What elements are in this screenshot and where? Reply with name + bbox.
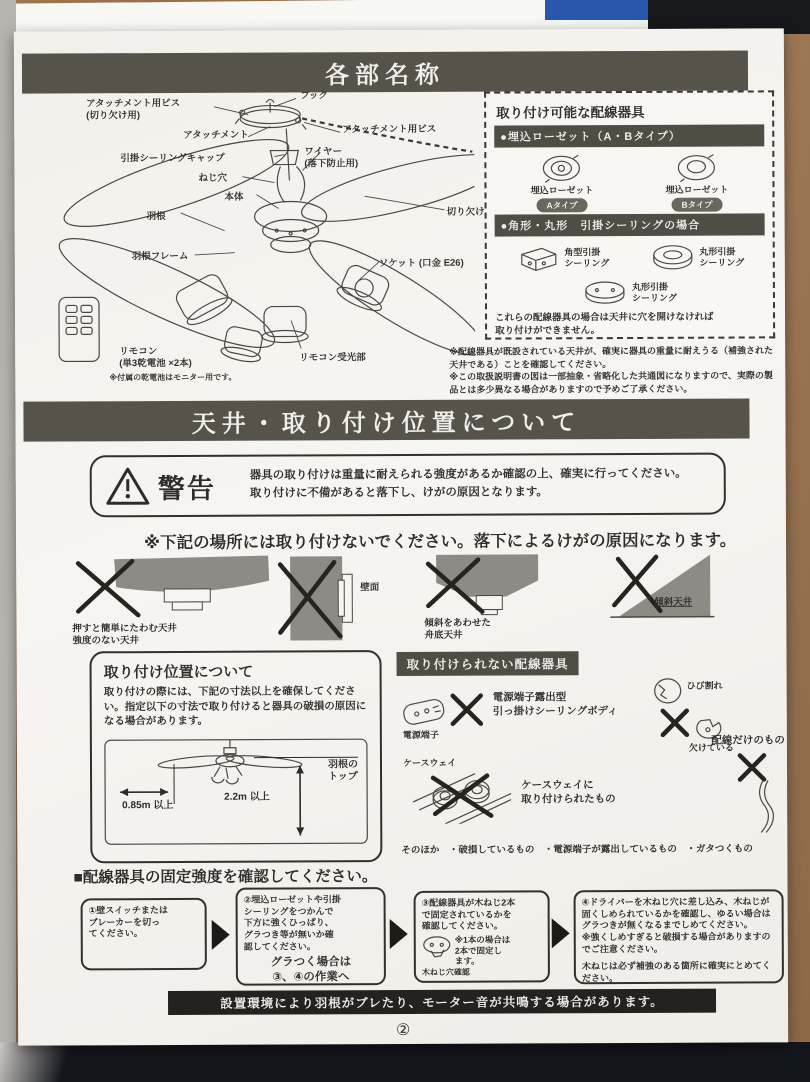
part-label-attachment-screw-notch: アタッチメント用ビス (切り欠け用) (86, 97, 181, 122)
part-label-notch: 切り欠け (446, 206, 485, 218)
part-label-hook: フック (300, 90, 328, 102)
step-3-text: ③配線器具が木ねじ2本 で固定されているかを 確認してください。 (421, 897, 516, 932)
dimension-diagram-drawing (104, 733, 368, 846)
not-attachable-title: 取り付けられない配線器具 (397, 651, 579, 676)
dark-surface-bottom (0, 1042, 810, 1082)
part-label-wire: ワイヤー (落下防止用) (304, 146, 359, 170)
not-attachable-others: そのほか ・破損しているもの ・電源端子が露出しているもの ・ガタつくもの (401, 843, 753, 857)
manual-page (14, 28, 788, 1045)
no-install-label-1: 押すと簡単にたわむ天井 強度のない天井 (72, 622, 177, 647)
warning-triangle-icon (106, 466, 150, 506)
arrow-right-icon (390, 919, 408, 949)
part-label-remote-note: ※付属の乾電池はモニター用です。 (109, 372, 237, 383)
mounting-position-body: 取り付けの際には、下記の寸法以上を確保してください。指定以下の寸法で取り付けると器具の破損の原因になる場合があります。 (103, 685, 367, 728)
page-number: ② (395, 1021, 411, 1040)
no-install-figure-sagging-ceiling (72, 555, 282, 649)
part-label-ceiling-cap: 引掛シーリングキャップ (120, 152, 225, 165)
no-install-figure-wall (264, 554, 404, 643)
step-2-text: ②埋込ローゼットや引掛 シーリングをつかんで 下方に強くひっぱり、 グラつき等が無いか確 認してください。 (243, 894, 341, 952)
no-install-heading: ※下記の場所には取り付けないでください。落下によるけがの原因になります。 (143, 531, 737, 553)
wiring-box-note: これらの配線器具の場合は天井に穴を開けなければ 取り付けができません。 (495, 311, 714, 337)
rosette-b-icon (676, 153, 718, 183)
arrow-right-icon (552, 918, 570, 948)
part-label-body: 本体 (224, 191, 244, 203)
round-ceiling-label-2: 丸形引掛 シーリング (631, 281, 677, 303)
caseway-label: ケースウェイ (402, 757, 457, 768)
dim-side-label: 0.85m 以上 (122, 800, 174, 812)
no-install-figure-boat-ceiling (424, 553, 554, 642)
rosette-b-badge: Bタイプ (671, 197, 722, 211)
step-2-box (236, 887, 386, 986)
caseway-attached-label: ケースウェイに 取り付けられたもの (521, 779, 616, 806)
square-ceiling-item (515, 242, 609, 272)
dim-height-label: 2.2m 以上 (224, 791, 270, 803)
rosette-header-bar: ●埋込ローゼット（A・Bタイプ） (494, 124, 764, 147)
square-hook-ceiling-icon (515, 242, 559, 272)
sloped-ceiling-icon (608, 553, 718, 625)
not-attachable-section (397, 650, 786, 862)
parts-section-notes: ※配線器具が既設されている天井が、確実に器具の重量に耐えうる（補強された天井である）ことを確認してください。 ※この取扱説明書の図は一部抽象・省略化した共通図になりますので、実際の製品とは多少異なる場合がありますので予めご了承ください。 (449, 345, 773, 395)
rosette-a-badge: Aタイプ (536, 198, 587, 212)
round-hook-ceiling-icon (650, 242, 694, 272)
caseway-icon (411, 768, 515, 824)
wall-icon (264, 554, 356, 642)
sagging-ceiling-icon (72, 555, 272, 622)
round-ceiling-label: 丸形引掛 シーリング (699, 246, 745, 268)
warning-label-group (106, 466, 236, 507)
power-terminal-label: 電源端子 (402, 729, 439, 740)
rosette-a-item (530, 153, 593, 212)
no-install-figure-row (16, 550, 786, 649)
step-3-note: ※1本の場合は 2本で固定し ます。 (454, 934, 511, 967)
step-3-box (414, 890, 550, 983)
step-4-footer: 木ねじは必ず補強のある箇所に確実にとめてください。 (581, 960, 771, 984)
warning-box (90, 453, 726, 518)
step-3-icon-label: 木ねじ穴確認 (421, 967, 470, 977)
warning-title: 警告 (157, 473, 216, 504)
round-hook-ceiling-icon-2 (583, 278, 627, 306)
step-1-text: ①壁スイッチまたは ブレーカーを切っ てください。 (88, 905, 168, 939)
remote-control-icon (59, 297, 99, 361)
wiring-box-title: 取り付け可能な配線器具 (496, 104, 645, 121)
arrow-right-icon (212, 920, 230, 950)
part-label-screw-hole: ねじ穴 (198, 172, 227, 184)
rosette-b-label: 埋込ローゼット (665, 184, 729, 195)
blade-top-label: 羽根の トップ (327, 759, 359, 783)
rosette-a-icon (541, 153, 583, 183)
chipped-label: 欠けている (688, 742, 734, 753)
section-header-ceiling-position: 天井・取り付け位置について (23, 398, 749, 441)
no-install-label-3: 傾斜をあわせた 舟底天井 (424, 617, 491, 642)
power-terminal-body-icon (401, 696, 447, 728)
dimension-diagram (104, 733, 368, 846)
square-ceiling-label: 角型引掛 シーリング (564, 247, 610, 269)
no-install-label-4: 傾斜天井 (654, 596, 693, 608)
part-label-remote-sensor: リモコン受光部 (299, 352, 366, 364)
rosette-a-label: 埋込ローゼット (530, 185, 594, 196)
part-label-blade-frame: 羽根フレーム (131, 250, 189, 263)
parts-diagram-area (14, 88, 785, 399)
step-2-emphasis: グラつく場合は ③、④の作業へ (270, 956, 352, 984)
wiring-only-label: 配線だけのもの (711, 734, 785, 747)
wiring-only-icon (749, 778, 775, 834)
round-ceiling-item (650, 241, 744, 271)
step-4-text: ④ドライバーを木ねじ穴に差し込み、木ねじが固くしめられているかを確認し、ゆるい場合はグラつきが無くなるまでしめてください。 ※強くしめすぎると破損する場合がありますのでご注意ください。 (581, 896, 771, 954)
bottom-note-bar: 設置環境により羽根がブレたり、モーター音が共鳴する場合があります。 (168, 989, 716, 1015)
mounting-position-box (89, 650, 382, 863)
part-label-socket: ソケット (口金 E26) (378, 257, 464, 270)
round-ceiling-item-2 (583, 278, 677, 306)
part-label-attachment-screw: アタッチメント用ビス (342, 123, 437, 136)
wood-screw-hole-icon (422, 935, 452, 959)
crack-label: ひび割れ (686, 680, 723, 691)
part-label-attachment: アタッチメント (183, 129, 249, 141)
cracked-fixture-icon (653, 677, 683, 705)
warning-text: 器具の取り付けは重量に耐えられる強度があるか確認の上、確実に行ってください。 取り付けに不備があると落下し、けがの原因となります。 (249, 467, 687, 500)
no-install-label-2: 壁面 (360, 582, 380, 594)
ceiling-fan-diagram (34, 90, 475, 398)
attachable-wiring-devices-box (484, 90, 775, 339)
ceiling-header-bar: ●角形・丸形 引掛シーリングの場合 (495, 213, 765, 236)
part-label-blade: 羽根 (146, 211, 166, 223)
strength-check-steps (18, 885, 788, 988)
section-header-part-names: 各部名称 (22, 50, 748, 93)
step-1-box (81, 898, 207, 971)
exposed-type-label: 電源端子露出型 引っ掛けシーリングボディ (492, 691, 618, 718)
no-install-figure-sloped-ceiling (608, 553, 728, 626)
rosette-b-item (665, 153, 728, 212)
strength-check-heading: ■配線器具の固定強度を確認してください。 (73, 868, 378, 887)
x-mark-icon (449, 692, 485, 728)
step-4-box (574, 889, 784, 984)
part-label-remote: リモコン (単3乾電池 ×2本) (119, 346, 192, 370)
boat-bottom-ceiling-icon (424, 553, 544, 616)
mounting-position-title: 取り付け位置について (103, 663, 254, 682)
